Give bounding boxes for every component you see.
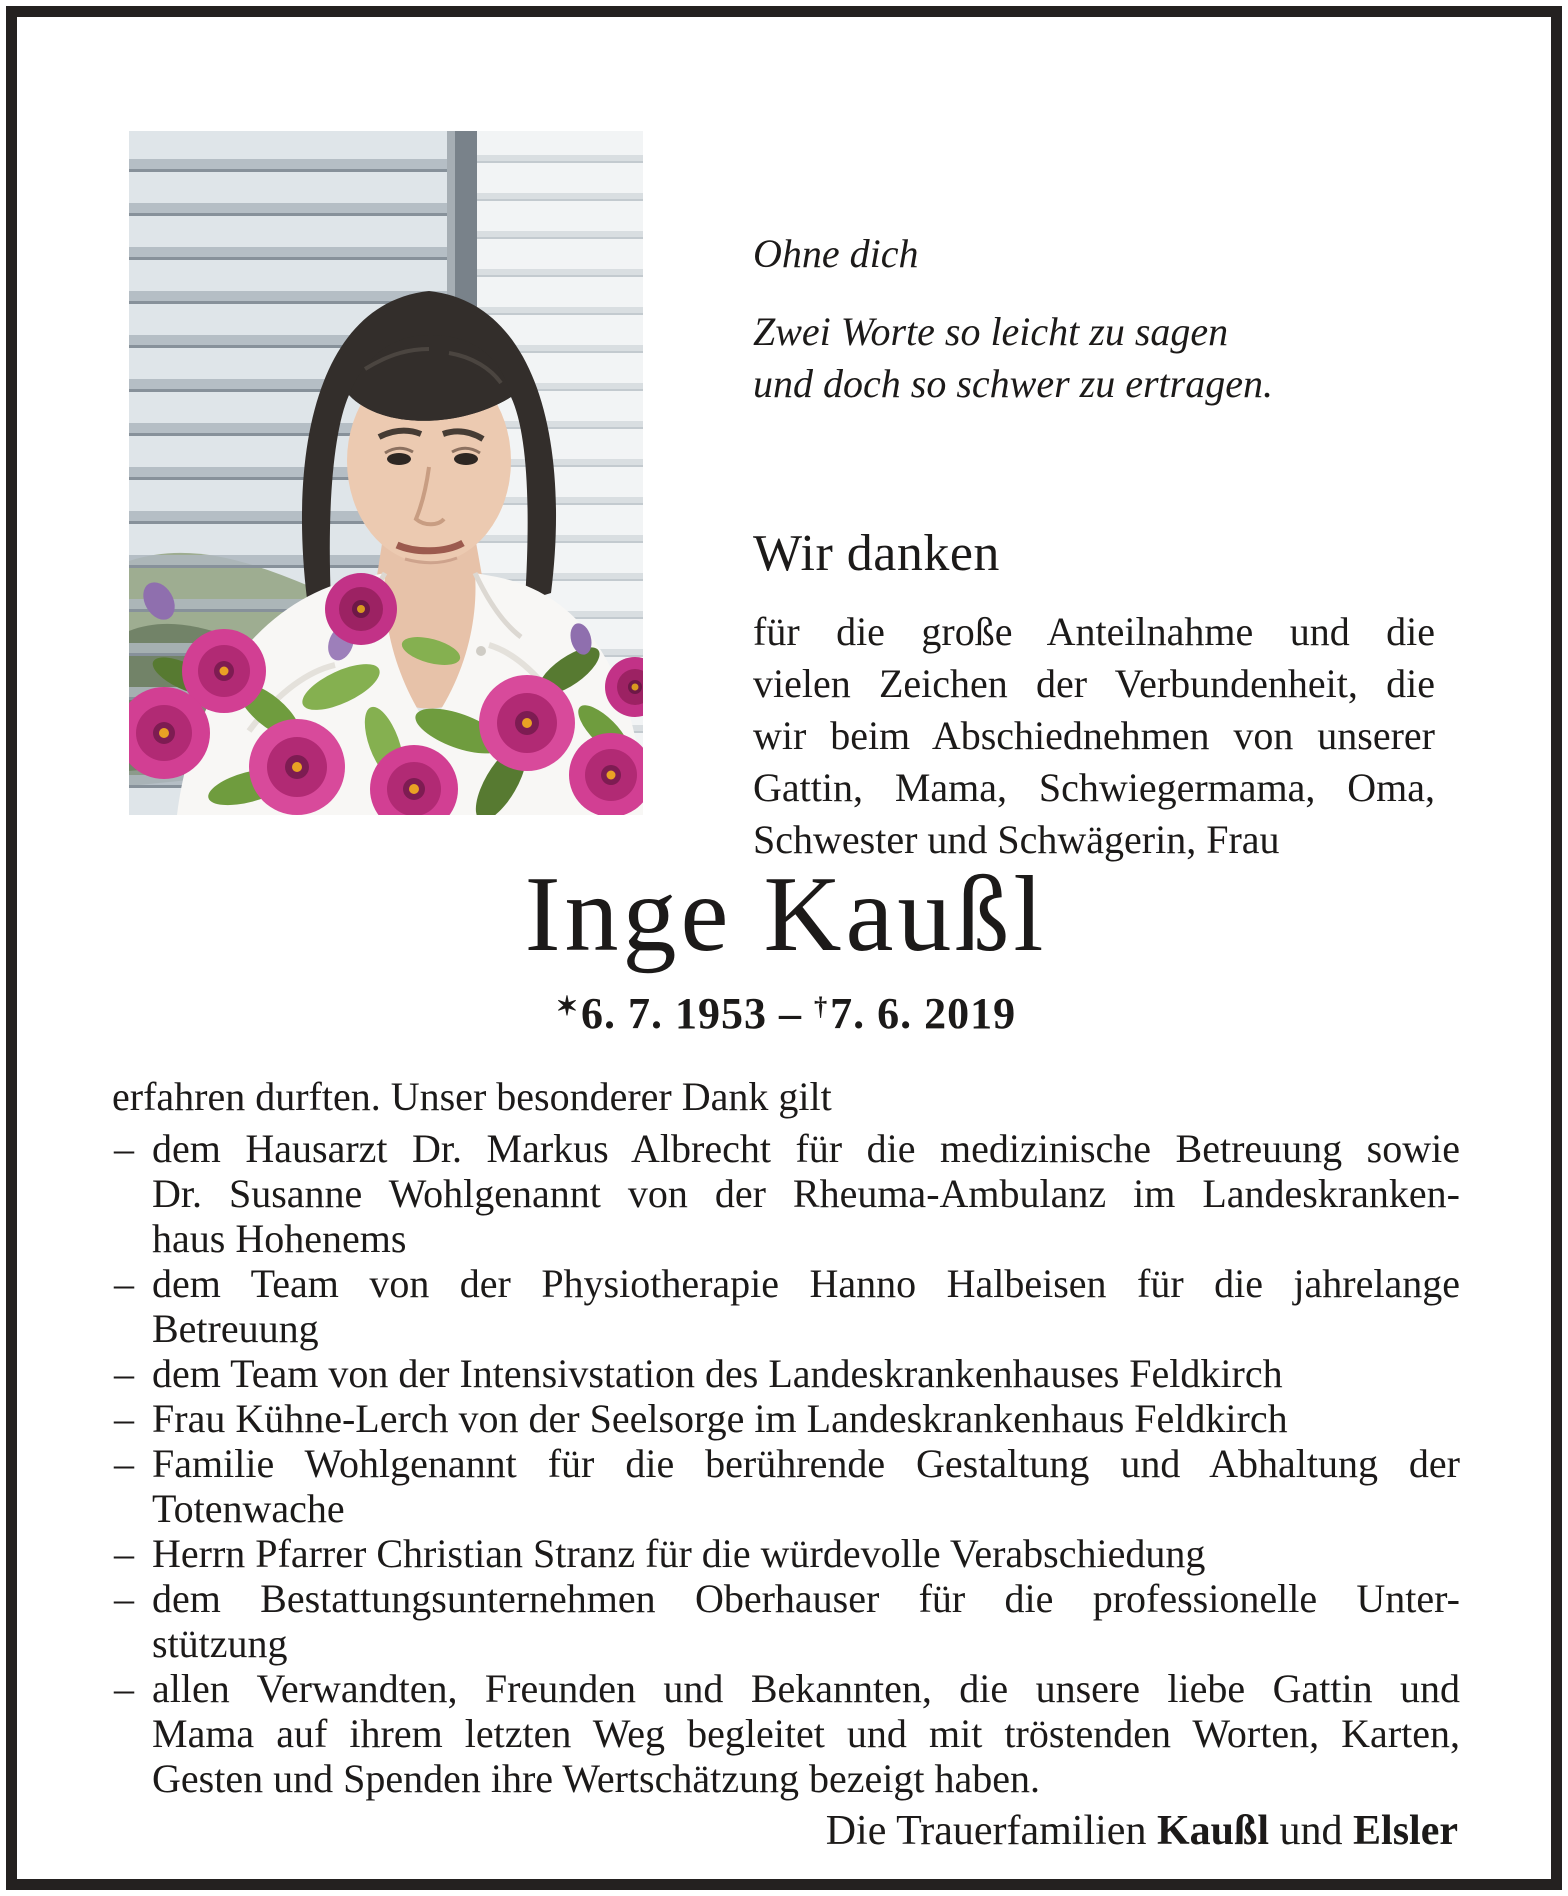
birth-star-symbol: ✶ <box>555 990 579 1021</box>
list-item-text <box>152 1126 1460 1261</box>
deceased-name: Inge Kaußl <box>524 855 1048 974</box>
list-dash: – <box>114 1126 134 1171</box>
text-line: stützung <box>152 1621 288 1666</box>
quote-line: und doch so schwer zu ertragen. <box>753 361 1273 406</box>
eye-right <box>454 453 478 465</box>
thanks-list-item <box>112 1531 1460 1576</box>
text-line: Schwester und Schwägerin, Frau <box>753 817 1280 862</box>
thanks-list-item <box>112 1351 1460 1396</box>
birth-date: 6. 7. 1953 <box>580 989 767 1038</box>
text-line: dem Team von der Physiotherapie Hanno Halbeisen für die jahrelange <box>152 1261 1460 1306</box>
list-item-text <box>152 1441 1460 1531</box>
quote-line: Ohne dich <box>753 231 919 276</box>
text-line: vielen Zeichen der Verbundenheit, die <box>753 661 1435 706</box>
life-dates <box>112 988 1460 1045</box>
text-line: Dr. Susanne Wohlgenannt von der Rheuma-Ambulanz im Landeskranken- <box>152 1171 1460 1216</box>
list-dash: – <box>114 1531 134 1576</box>
list-dash: – <box>114 1576 134 1621</box>
text-line: Frau Kühne-Lerch von der Seelsorge im Landeskrankenhaus Feldkirch <box>152 1396 1288 1441</box>
thanks-list-item <box>112 1126 1460 1261</box>
memorial-quote <box>753 228 1313 410</box>
text-line: Gattin, Mama, Schwiegermama, Oma, <box>753 765 1435 810</box>
list-dash: – <box>114 1441 134 1486</box>
text-line: dem Team von der Intensivstation des Landeskrankenhauses Feldkirch <box>152 1351 1283 1396</box>
list-item-text <box>152 1576 1460 1666</box>
closing-conjunction: und <box>1279 1808 1343 1854</box>
closing-line <box>112 1806 1458 1856</box>
list-dash: – <box>114 1261 134 1306</box>
list-dash: – <box>114 1396 134 1441</box>
text-line: allen Verwandten, Freunden und Bekannten, die unsere liebe Gattin und <box>152 1666 1460 1711</box>
text-line: dem Bestattungsunternehmen Oberhauser für die professionelle Unter- <box>152 1576 1460 1621</box>
intro-paragraph <box>753 606 1435 866</box>
thanks-list-item <box>112 1396 1460 1441</box>
thanks-list <box>112 1126 1460 1801</box>
thanks-lead-line: erfahren durften. Unser besonderer Dank gilt <box>112 1074 832 1119</box>
family-name-kaussl: Kaußl <box>1156 1808 1270 1854</box>
death-date: 7. 6. 2019 <box>830 989 1017 1038</box>
closing-prefix: Die Trauerfamilien <box>825 1808 1147 1854</box>
list-item-text <box>152 1261 1460 1351</box>
thanks-list-item <box>112 1666 1460 1801</box>
text-line: Totenwache <box>152 1486 345 1531</box>
eye-left <box>387 453 411 465</box>
text-line: wir beim Abschiednehmen von unserer <box>753 713 1435 758</box>
blouse-button <box>476 646 486 656</box>
thanks-heading: Wir danken <box>753 525 1000 582</box>
text-line: Herrn Pfarrer Christian Stranz für die würdevolle Verabschiedung <box>152 1531 1206 1576</box>
portrait-photo-graphic <box>129 131 643 815</box>
list-item-text <box>152 1666 1460 1801</box>
family-name-elsler: Elsler <box>1353 1808 1458 1854</box>
text-line: haus Hohenems <box>152 1216 407 1261</box>
list-item-text <box>152 1531 1460 1576</box>
list-item-text <box>152 1351 1460 1396</box>
date-separator: – <box>778 989 802 1038</box>
thanks-list-item <box>112 1576 1460 1666</box>
thanks-list-item <box>112 1441 1460 1531</box>
text-line: Betreuung <box>152 1306 319 1351</box>
text-line: für die große Anteilnahme und die <box>753 609 1435 654</box>
text-line: Gesten und Spenden ihre Wertschätzung bezeigt haben. <box>152 1756 1040 1801</box>
list-dash: – <box>114 1351 134 1396</box>
death-cross-symbol: † <box>813 990 829 1021</box>
thanks-list-item <box>112 1261 1460 1351</box>
list-dash: – <box>114 1666 134 1711</box>
list-item-text <box>152 1396 1460 1441</box>
text-line: Mama auf ihrem letzten Weg begleitet und mit tröstenden Worten, Karten, <box>152 1711 1460 1756</box>
text-line: dem Hausarzt Dr. Markus Albrecht für die medizinische Betreuung sowie <box>152 1126 1460 1171</box>
portrait-photo <box>129 131 643 815</box>
text-line: Familie Wohlgenannt für die berührende Gestaltung und Abhaltung der <box>152 1441 1460 1486</box>
quote-line: Zwei Worte so leicht zu sagen <box>753 309 1229 354</box>
